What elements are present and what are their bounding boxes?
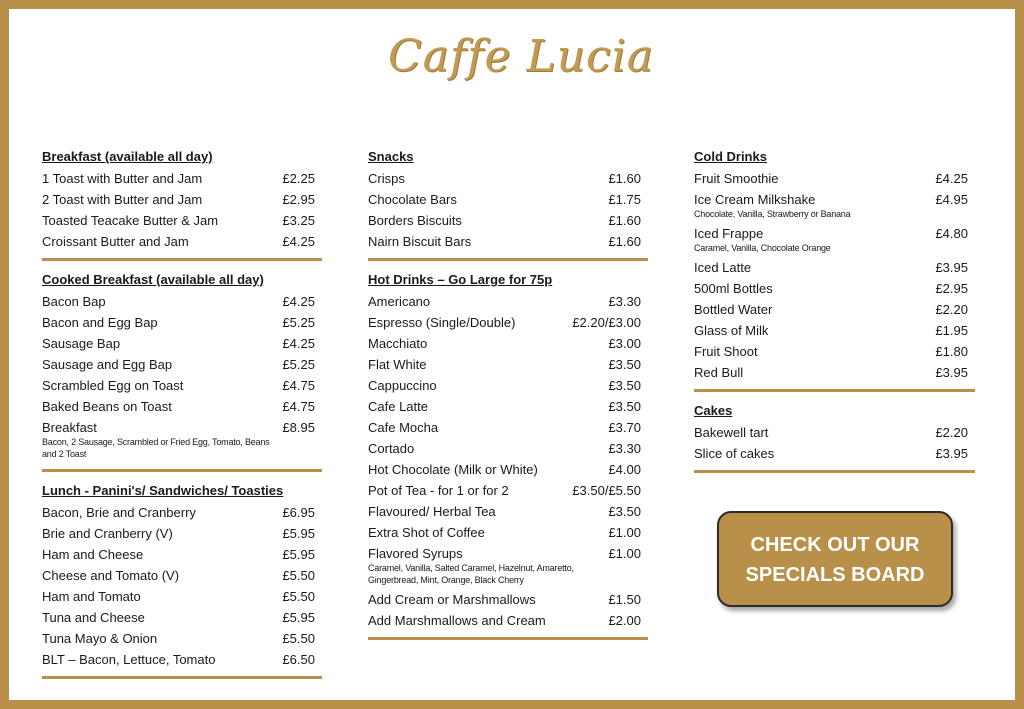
- menu-item-name: BLT – Bacon, Lettuce, Tomato: [42, 652, 216, 667]
- menu-item-name: Cappuccino: [368, 378, 437, 393]
- menu-item-name-wrap: [42, 565, 179, 586]
- menu-item-name: 2 Toast with Butter and Jam: [42, 192, 203, 207]
- specials-line-1: CHECK OUT OUR: [750, 534, 920, 556]
- menu-item-price: £5.50: [282, 589, 315, 604]
- menu-item-name-wrap: [368, 333, 427, 354]
- menu-item-price: £2.95: [282, 192, 315, 207]
- menu-item: [42, 417, 322, 463]
- menu-item-name: Flavoured/ Herbal Tea: [368, 504, 496, 519]
- menu-item-price: £1.95: [935, 323, 968, 338]
- menu-item-name-wrap: [368, 610, 546, 631]
- menu-item: [42, 586, 322, 607]
- menu-item-name-wrap: [368, 291, 430, 312]
- menu-column-1: [42, 146, 322, 689]
- menu-item: [368, 312, 648, 333]
- menu-item: [368, 522, 648, 543]
- menu-item: [42, 544, 322, 565]
- section-title-suffix: – Go Large for 75p: [433, 272, 553, 287]
- menu-item-note: Caramel, Vanilla, Chocolate Orange: [694, 243, 831, 253]
- menu-item-name-wrap: [694, 189, 850, 223]
- section-divider: [42, 469, 322, 472]
- menu-item-name: Brie and Cranberry (V): [42, 526, 173, 541]
- menu-item-price: £1.50: [608, 592, 641, 607]
- section-title: [368, 271, 648, 291]
- menu-item-name-wrap: [694, 223, 831, 257]
- menu-section: [42, 148, 322, 261]
- menu-item-price: £3.50: [608, 399, 641, 414]
- menu-item-name-wrap: [42, 396, 172, 417]
- menu-item-name-wrap: [42, 354, 172, 375]
- menu-item-price: £4.75: [282, 399, 315, 414]
- section-divider: [42, 258, 322, 261]
- menu-item-note: Caramel, Vanilla, Salted Caramel, Hazelnut, Amaretto, Gingerbread, Mint, Orange, Black Cherry: [368, 563, 574, 585]
- menu-item-name: Add Marshmallows and Cream: [368, 613, 546, 628]
- menu-item-name-wrap: [368, 417, 438, 438]
- menu-item-name-wrap: [368, 396, 428, 417]
- menu-section: [368, 271, 648, 640]
- brand-logo: Caffe Lucia: [388, 31, 654, 82]
- menu-item-price: £4.80: [935, 226, 968, 241]
- menu-item-name: Scrambled Egg on Toast: [42, 378, 184, 393]
- menu-item-name-wrap: [694, 341, 758, 362]
- menu-item-price: £2.95: [935, 281, 968, 296]
- menu-item-name-wrap: [368, 231, 471, 252]
- menu-item-price: £5.50: [282, 568, 315, 583]
- menu-item-name: Pot of Tea - for 1 or for 2: [368, 483, 509, 498]
- menu-item-name: Red Bull: [694, 365, 744, 380]
- menu-item: [42, 565, 322, 586]
- menu-item-name: Espresso (Single/Double): [368, 315, 516, 330]
- menu-item-name: Cafe Latte: [368, 399, 428, 414]
- menu-item-price: £5.25: [282, 315, 315, 330]
- section-title-text: Cooked Breakfast (available all day): [42, 272, 264, 287]
- menu-item-name-wrap: [42, 189, 202, 210]
- menu-item: [42, 333, 322, 354]
- menu-item-name: Cortado: [368, 441, 415, 456]
- menu-item: [368, 543, 648, 589]
- menu-item-name: Toasted Teacake Butter & Jam: [42, 213, 219, 228]
- menu-item: [694, 320, 975, 341]
- menu-item-price: £3.25: [282, 213, 315, 228]
- section-divider: [368, 637, 648, 640]
- menu-item-name-wrap: [42, 417, 282, 463]
- menu-item-name: Cheese and Tomato (V): [42, 568, 180, 583]
- menu-item-name: Crisps: [368, 171, 405, 186]
- menu-item-name: Sausage and Egg Bap: [42, 357, 173, 372]
- menu-item-note: Chocolate, Vanilla, Strawberry or Banana: [694, 209, 851, 219]
- menu-item-name-wrap: [368, 189, 457, 210]
- menu-item-name: Tuna Mayo & Onion: [42, 631, 158, 646]
- menu-item: [42, 502, 322, 523]
- menu-item-name-wrap: [42, 291, 106, 312]
- menu-item-price: £3.50/£5.50: [572, 483, 641, 498]
- menu-item: [42, 189, 322, 210]
- menu-item-note: Bacon, 2 Sausage, Scrambled or Fried Egg, Tomato, Beans and 2 Toast: [42, 437, 270, 459]
- section-title: [42, 148, 322, 168]
- menu-item-name: Chocolate Bars: [368, 192, 457, 207]
- menu-item: [42, 291, 322, 312]
- menu-item-name-wrap: [368, 543, 608, 589]
- menu-item-name-wrap: [694, 362, 743, 383]
- menu-item-price: £1.60: [608, 213, 641, 228]
- menu-item-price: £5.25: [282, 357, 315, 372]
- menu-item: [694, 257, 975, 278]
- menu-item-name: Bottled Water: [694, 302, 773, 317]
- menu-item: [694, 443, 975, 464]
- menu-item-price: £3.50: [608, 504, 641, 519]
- menu-item-price: £4.25: [935, 171, 968, 186]
- menu-item-name: Breakfast: [42, 420, 97, 435]
- menu-item-price: £3.30: [608, 294, 641, 309]
- menu-item-price: £2.20: [935, 425, 968, 440]
- menu-item-name: Bacon and Egg Bap: [42, 315, 158, 330]
- menu-item-name: Nairn Biscuit Bars: [368, 234, 472, 249]
- section-title: [694, 402, 975, 422]
- menu-column-3: [694, 146, 975, 483]
- menu-item-name-wrap: [694, 299, 772, 320]
- menu-item: [42, 523, 322, 544]
- section-title-text: Lunch - Panini's/ Sandwiches/ Toasties: [42, 483, 284, 498]
- section-divider: [42, 676, 322, 679]
- menu-item-name-wrap: [42, 375, 183, 396]
- section-title-text: Cold Drinks: [694, 149, 767, 164]
- menu-item-name: Ham and Tomato: [42, 589, 141, 604]
- menu-item-name: Flat White: [368, 357, 427, 372]
- menu-item-name-wrap: [42, 586, 141, 607]
- menu-item-name-wrap: [368, 459, 538, 480]
- menu-item-name-wrap: [368, 501, 496, 522]
- menu-item-price: £1.75: [608, 192, 641, 207]
- section-title: [42, 271, 322, 291]
- menu-item-name-wrap: [42, 312, 158, 333]
- menu-item-name: Extra Shot of Coffee: [368, 525, 485, 540]
- menu-item-name: Borders Biscuits: [368, 213, 462, 228]
- menu-item-name: Bacon, Brie and Cranberry: [42, 505, 196, 520]
- section-title-text: Snacks: [368, 149, 414, 164]
- menu-item-name: Slice of cakes: [694, 446, 775, 461]
- menu-item-name-wrap: [368, 522, 485, 543]
- menu-item-price: £3.95: [935, 446, 968, 461]
- menu-section: [694, 402, 975, 473]
- menu-item: [694, 223, 975, 257]
- menu-item-name-wrap: [368, 589, 536, 610]
- menu-item: [694, 422, 975, 443]
- menu-item-price: £5.50: [282, 631, 315, 646]
- menu-item-name-wrap: [42, 168, 202, 189]
- menu-item: [694, 299, 975, 320]
- menu-item-price: £3.95: [935, 260, 968, 275]
- menu-item-name: Bacon Bap: [42, 294, 106, 309]
- menu-item: [368, 589, 648, 610]
- menu-item: [42, 231, 322, 252]
- menu-item: [694, 168, 975, 189]
- menu-item-price: £2.20: [935, 302, 968, 317]
- menu-item-price: £1.60: [608, 234, 641, 249]
- menu-item-price: £3.00: [608, 336, 641, 351]
- menu-item: [694, 362, 975, 383]
- menu-item-name-wrap: [694, 168, 779, 189]
- menu-item: [694, 341, 975, 362]
- menu-item-name: Fruit Smoothie: [694, 171, 779, 186]
- section-title: [42, 482, 322, 502]
- menu-item-name-wrap: [42, 502, 196, 523]
- menu-item: [368, 396, 648, 417]
- menu-item-name-wrap: [368, 210, 462, 231]
- menu-item-name: Glass of Milk: [694, 323, 769, 338]
- menu-item-name: Fruit Shoot: [694, 344, 758, 359]
- menu-item-price: £4.00: [608, 462, 641, 477]
- menu-item-price: £3.50: [608, 357, 641, 372]
- menu-item: [42, 312, 322, 333]
- menu-section: [368, 148, 648, 261]
- menu-item: [368, 168, 648, 189]
- menu-item-name: Cafe Mocha: [368, 420, 439, 435]
- menu-item-name-wrap: [42, 523, 173, 544]
- menu-item: [42, 628, 322, 649]
- menu-item-name: Ham and Cheese: [42, 547, 144, 562]
- menu-item-name-wrap: [42, 649, 215, 670]
- menu-item-name: Add Cream or Marshmallows: [368, 592, 536, 607]
- section-title-text: Cakes: [694, 403, 733, 418]
- menu-item-price: £4.25: [282, 294, 315, 309]
- section-divider: [694, 389, 975, 392]
- menu-item-price: £1.00: [608, 546, 641, 561]
- menu-item-name-wrap: [42, 231, 189, 252]
- menu-item: [368, 210, 648, 231]
- menu-item-price: £1.00: [608, 525, 641, 540]
- section-title-text: Breakfast (available all day): [42, 149, 213, 164]
- menu-item: [368, 231, 648, 252]
- menu-item-price: £4.25: [282, 234, 315, 249]
- menu-item-price: £4.75: [282, 378, 315, 393]
- menu-item-price: £1.80: [935, 344, 968, 359]
- menu-item: [42, 168, 322, 189]
- menu-item: [42, 649, 322, 670]
- menu-item-name: 1 Toast with Butter and Jam: [42, 171, 203, 186]
- menu-item-price: £4.25: [282, 336, 315, 351]
- menu-item-price: £3.50: [608, 378, 641, 393]
- menu-item-name: Americano: [368, 294, 431, 309]
- menu-item: [368, 354, 648, 375]
- menu-item: [694, 278, 975, 299]
- menu-item: [42, 210, 322, 231]
- menu-item-name-wrap: [368, 168, 405, 189]
- menu-item: [368, 501, 648, 522]
- specials-board-button[interactable]: [717, 511, 953, 607]
- menu-item-price: £6.95: [282, 505, 315, 520]
- menu-item-name-wrap: [694, 443, 774, 464]
- menu-item-name: Sausage Bap: [42, 336, 121, 351]
- menu-item-name-wrap: [42, 544, 143, 565]
- section-title: [694, 148, 975, 168]
- menu-item: [368, 459, 648, 480]
- menu-item-name-wrap: [42, 628, 157, 649]
- menu-item-name: Ice Cream Milkshake: [694, 192, 816, 207]
- menu-item-name-wrap: [368, 438, 414, 459]
- menu-item-price: £2.00: [608, 613, 641, 628]
- menu-item-name: Macchiato: [368, 336, 428, 351]
- menu-item: [42, 375, 322, 396]
- section-divider: [368, 258, 648, 261]
- menu-item-name-wrap: [368, 375, 437, 396]
- menu-item-name-wrap: [42, 333, 120, 354]
- menu-item-name: Bakewell tart: [694, 425, 769, 440]
- menu-item: [368, 480, 648, 501]
- menu-item-price: £2.25: [282, 171, 315, 186]
- menu-item-price: £2.20/£3.00: [572, 315, 641, 330]
- menu-item: [368, 610, 648, 631]
- menu-item-name: Hot Chocolate (Milk or White): [368, 462, 538, 477]
- menu-item: [42, 354, 322, 375]
- menu-item-price: £3.95: [935, 365, 968, 380]
- menu-item-name-wrap: [368, 354, 427, 375]
- section-title-text: Hot Drinks: [368, 272, 434, 287]
- menu-item-name-wrap: [694, 257, 751, 278]
- menu-item-price: £8.95: [282, 420, 315, 435]
- menu-item-name-wrap: [694, 422, 768, 443]
- menu-item-price: £6.50: [282, 652, 315, 667]
- menu-item-price: £5.95: [282, 610, 315, 625]
- menu-item: [368, 189, 648, 210]
- specials-line-2: SPECIALS BOARD: [745, 564, 925, 586]
- menu-item-price: £3.30: [608, 441, 641, 456]
- menu-item-name: Croissant Butter and Jam: [42, 234, 189, 249]
- menu-section: [42, 482, 322, 679]
- menu-item-name: Tuna and Cheese: [42, 610, 145, 625]
- menu-item-name-wrap: [368, 312, 515, 333]
- menu-item: [368, 375, 648, 396]
- menu-column-2: [368, 146, 648, 650]
- menu-item-name: Flavored Syrups: [368, 546, 463, 561]
- menu-item-name-wrap: [694, 278, 773, 299]
- menu-item-name: 500ml Bottles: [694, 281, 773, 296]
- menu-section: [694, 148, 975, 392]
- menu-item-name: Iced Frappe: [694, 226, 764, 241]
- menu-item-price: £1.60: [608, 171, 641, 186]
- menu-item-price: £3.70: [608, 420, 641, 435]
- menu-section: [42, 271, 322, 472]
- menu-item-name-wrap: [42, 210, 218, 231]
- menu-item: [368, 291, 648, 312]
- menu-item-name: Baked Beans on Toast: [42, 399, 172, 414]
- menu-item: [368, 417, 648, 438]
- menu-item-name-wrap: [368, 480, 509, 501]
- menu-item: [368, 333, 648, 354]
- menu-item: [368, 438, 648, 459]
- menu-item-name-wrap: [694, 320, 768, 341]
- menu-item: [42, 607, 322, 628]
- menu-item: [694, 189, 975, 223]
- menu-item: [42, 396, 322, 417]
- section-title: [368, 148, 648, 168]
- menu-item-price: £5.95: [282, 547, 315, 562]
- menu-item-name-wrap: [42, 607, 145, 628]
- section-divider: [694, 470, 975, 473]
- menu-item-name: Iced Latte: [694, 260, 752, 275]
- menu-item-price: £5.95: [282, 526, 315, 541]
- menu-item-price: £4.95: [935, 192, 968, 207]
